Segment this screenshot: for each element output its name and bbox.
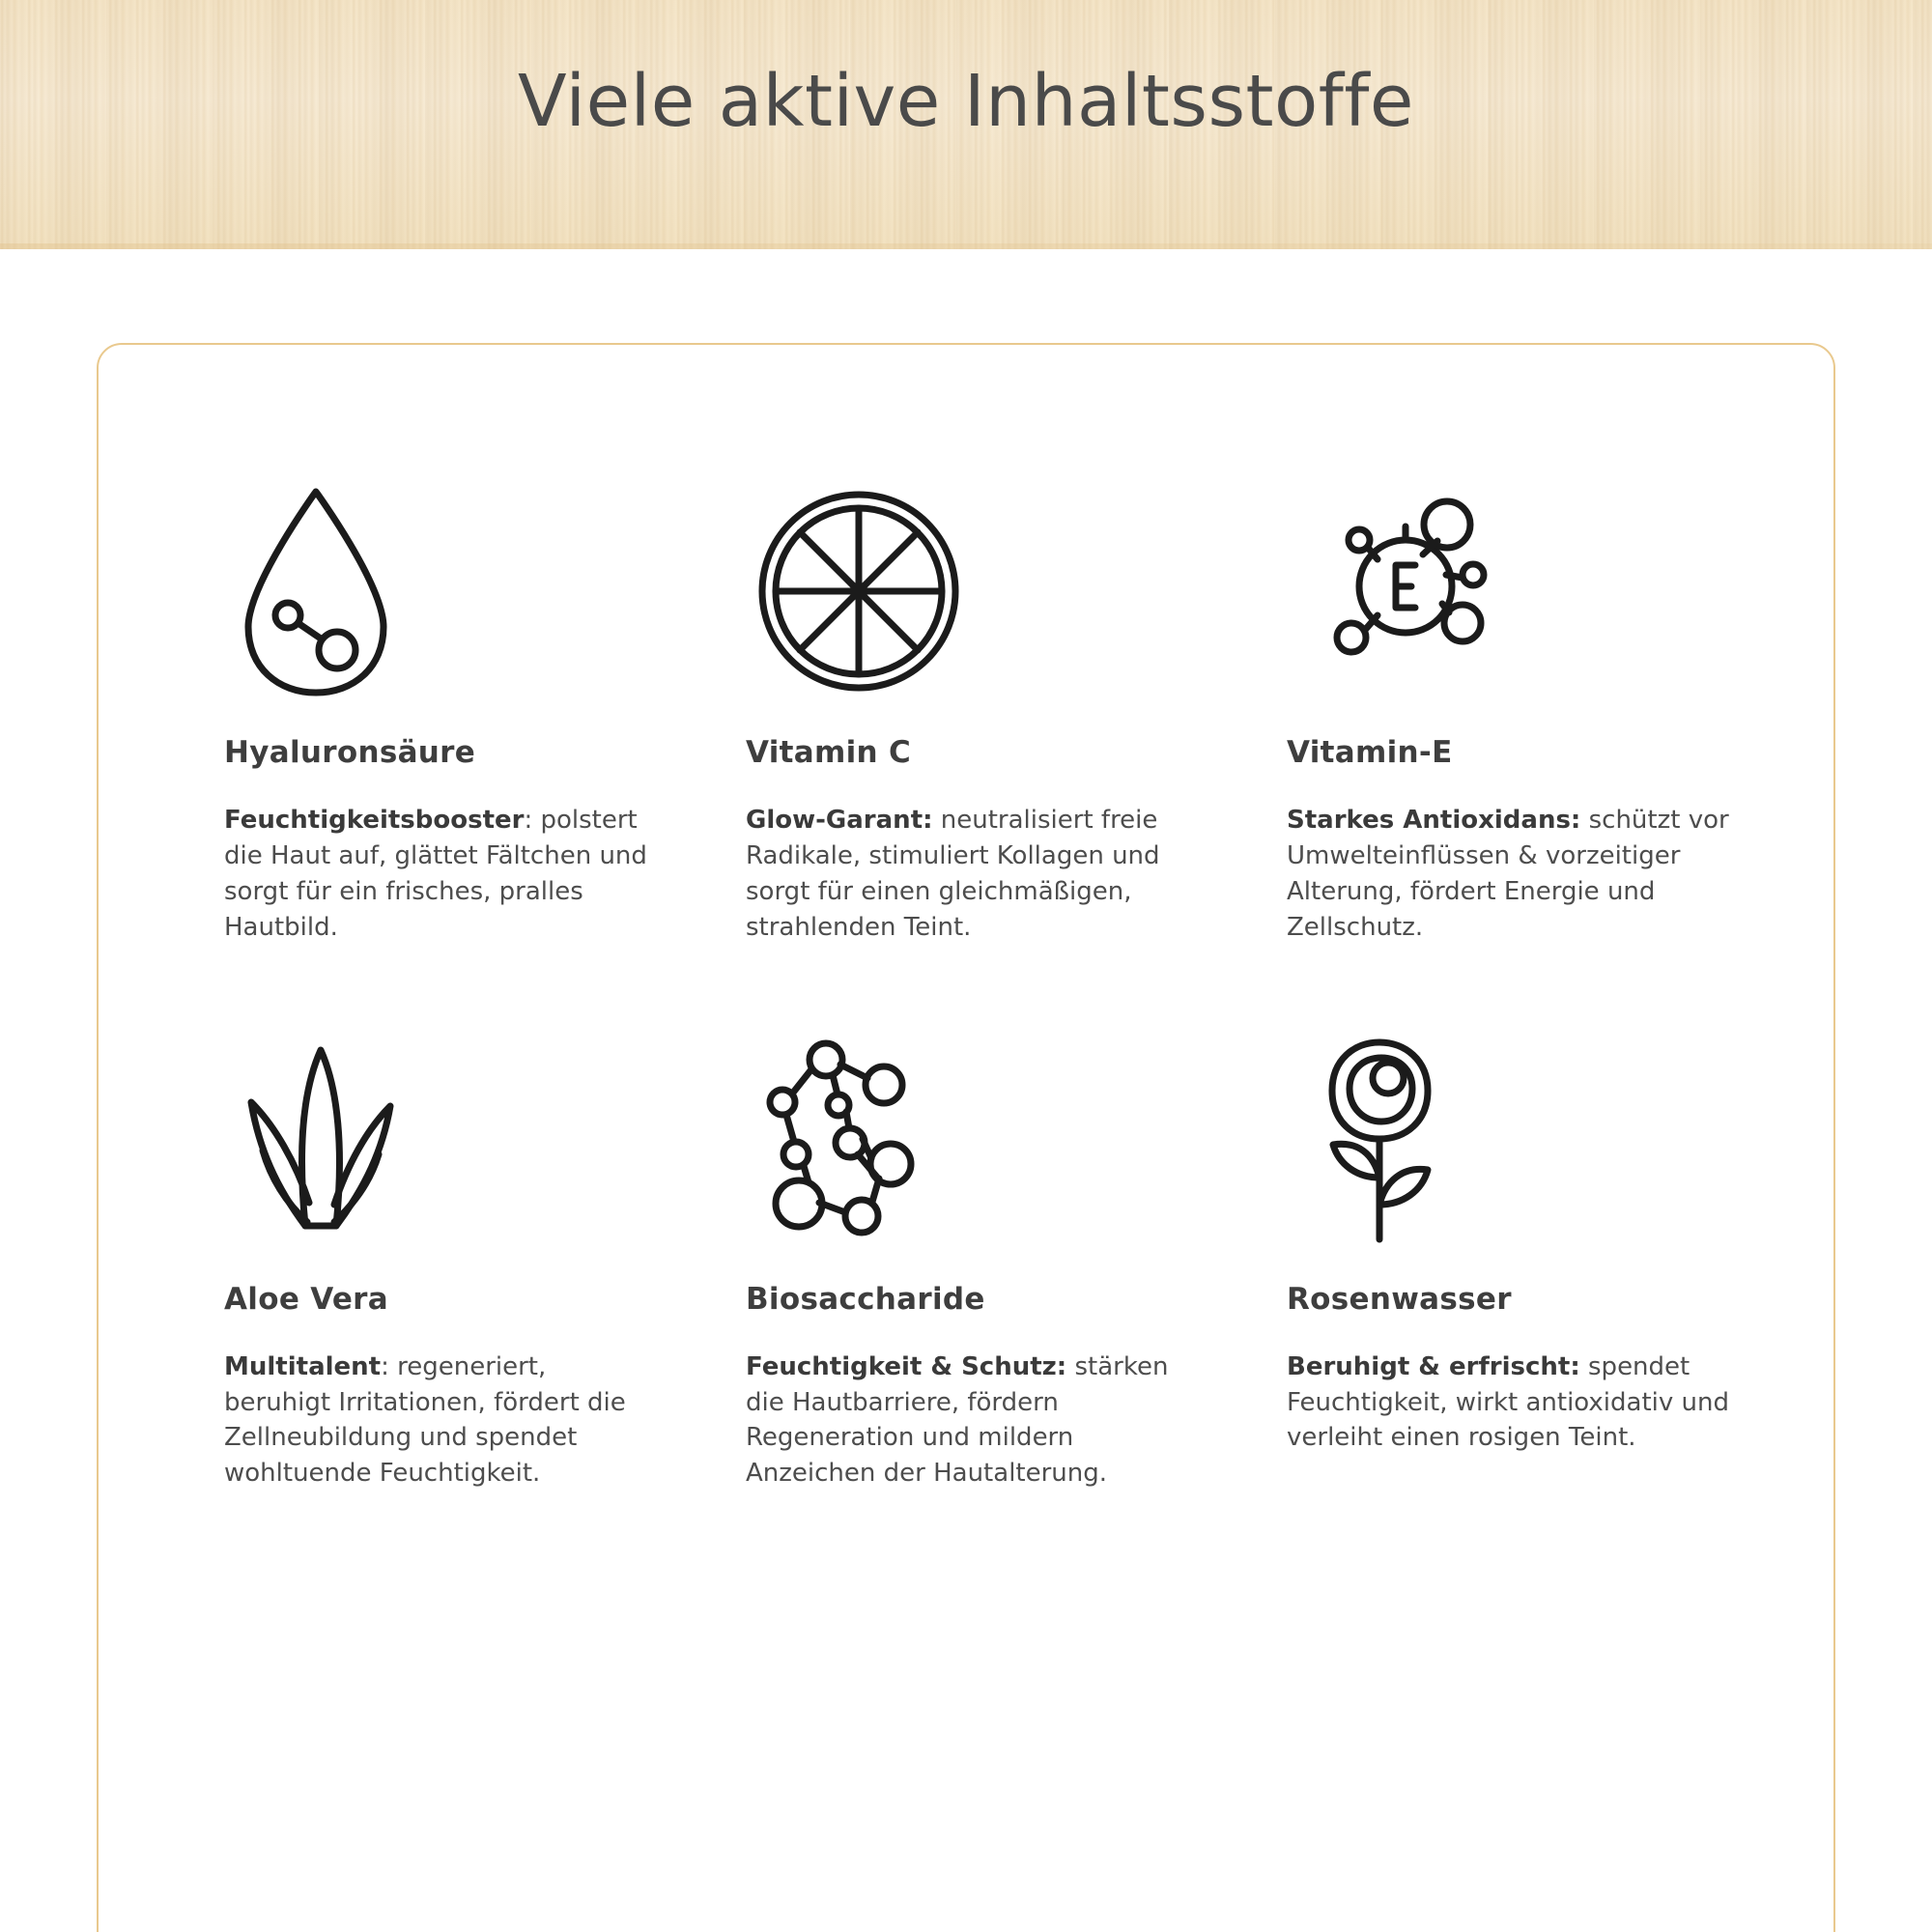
ingredient-lead: Starkes Antioxidans: <box>1287 806 1581 835</box>
ingredient-text: spendet Feuchtigkeit, wirkt antioxidativ und verleiht einen rosigen Teint. <box>1287 1351 1729 1453</box>
ingredient-title: Vitamin-E <box>1287 735 1453 770</box>
ingredient-lead: Glow-Garant: <box>746 806 933 835</box>
header-banner <box>0 0 1932 249</box>
ingredient-item-vitamin-e <box>1287 470 1828 946</box>
ingredient-lead: Beruhigt & erfrischt: <box>1287 1351 1580 1381</box>
molecule-chain-icon <box>746 1023 1287 1264</box>
ingredient-title: Hyaluronsäure <box>224 735 476 770</box>
ingredients-card <box>97 343 1835 1932</box>
water-drop-molecule-icon <box>205 470 746 712</box>
ingredient-text: neutralisiert freie Radikale, stimuliert Kollagen und sorgt für einen gleichmäßigen, strahlenden Teint. <box>746 806 1160 942</box>
ingredient-description <box>746 803 1200 946</box>
ingredient-description <box>746 1350 1200 1492</box>
ingredient-title: Aloe Vera <box>224 1281 388 1317</box>
ingredient-title: Biosaccharide <box>746 1281 985 1317</box>
citrus-slice-icon <box>746 470 1287 712</box>
ingredient-item-hyaluronsaeure <box>205 470 746 946</box>
ingredient-text: schützt vor Umwelteinflüssen & vorzeitiger Alterung, fördert Energie und Zellschutz. <box>1287 806 1729 942</box>
ingredient-title: Rosenwasser <box>1287 1281 1512 1317</box>
ingredient-item-rosenwasser <box>1287 1023 1828 1492</box>
ingredient-description <box>205 803 659 946</box>
ingredient-item-aloe-vera <box>205 1023 746 1492</box>
vitamin-e-molecule-icon <box>1287 470 1828 712</box>
ingredient-lead-suffix: : <box>381 1351 389 1381</box>
ingredient-item-biosaccharide <box>746 1023 1287 1492</box>
ingredient-description <box>1287 803 1741 946</box>
ingredient-text: regeneriert, beruhigt Irritationen, fördert die Zellneubildung und spendet wohltuende Feuchtigkeit. <box>224 1351 626 1489</box>
ingredient-lead: Feuchtigkeit & Schutz: <box>746 1351 1067 1381</box>
ingredients-grid <box>99 345 1837 1492</box>
ingredient-title: Vitamin C <box>746 735 912 770</box>
ingredient-lead: Feuchtigkeitsbooster <box>224 806 525 835</box>
ingredient-item-vitamin-c <box>746 470 1287 946</box>
ingredient-lead: Multitalent <box>224 1351 382 1381</box>
rose-flower-icon <box>1287 1023 1828 1264</box>
ingredient-lead-suffix: : <box>524 806 533 835</box>
aloe-vera-plant-icon <box>205 1023 746 1264</box>
ingredient-description <box>205 1350 659 1492</box>
ingredient-text: polstert die Haut auf, glättet Fältchen und sorgt für ein frisches, pralles Hautbild. <box>224 806 647 942</box>
page-title: Viele aktive Inhaltsstoffe <box>518 60 1414 143</box>
ingredient-text: stärken die Hautbarriere, fördern Regeneration und mildern Anzeichen der Hautalterung. <box>746 1351 1169 1489</box>
ingredient-description <box>1287 1350 1741 1457</box>
